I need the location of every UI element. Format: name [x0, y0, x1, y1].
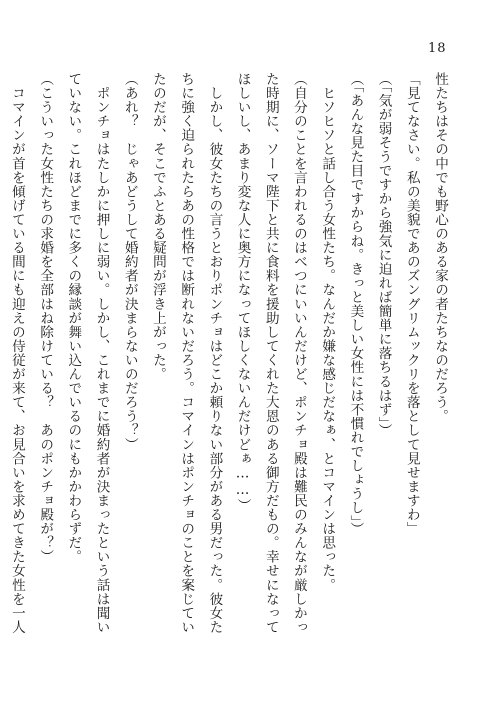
body-text	[8, 72, 454, 674]
text-line: ポンチョはたしかに押しに弱い。しかし、これまでに婚約者が決まったという話は聞い	[93, 72, 110, 634]
text-line: ほしいし、あまり変な人に奥方になってほしくないんだけどぁ……）	[234, 72, 251, 513]
page-number: 18	[428, 41, 447, 56]
text-line: 性たちはその中でも野心のある家の者たちなのだろう。	[432, 72, 448, 424]
text-line: 「見てなさい。私の美貌であのズングリムックリを落として見せますわ」	[403, 72, 420, 536]
text-line: （こういった女性たちの求婚を全部はね除けている？ あのポンチョ殿が？）	[37, 72, 54, 564]
text-line: たのだが、そこでふとある疑問が浮き上がった。	[149, 72, 166, 382]
text-line: （あれ？ じゃあどうして婚約者が決まらないのだろう？）	[121, 72, 138, 452]
text-line: （自分のことを言われるのはべつにいいんだけど、ポンチョ殿は難民のみんなが厳しかっ	[290, 72, 307, 634]
text-line: （「気が弱そうですから強気に迫れば簡単に落ちるはず」）	[375, 72, 392, 438]
text-line: ていない。これほどまでに多くの縁談が舞い込んでいるのにもかかわらずだ。	[65, 72, 82, 564]
text-line: ヒソヒソと話し合う女性たち。なんだか嫌な感じだなぁ、とコマインは思った。	[319, 72, 336, 592]
text-line: た時期に、ソーマ陛下と共に食料を援助してくれた大恩のある御方だもの。幸せになって	[262, 72, 279, 634]
text-line: ちに強く迫られたらあの性格では断れないだろう。コマインはポンチョのことを案じてい	[178, 72, 195, 634]
text-line: しかし、彼女たちの言うとおりポンチョはどこか頼りない部分がある男だった。彼女た	[206, 72, 223, 634]
text-line: （「あんな見た目ですからね。きっと美しい女性には不慣れでしょうし」）	[347, 72, 364, 537]
text-line: コマインが首を傾げている間にも迎えの侍従が来て、お見合いを求めてきた女性を一人	[8, 72, 25, 634]
